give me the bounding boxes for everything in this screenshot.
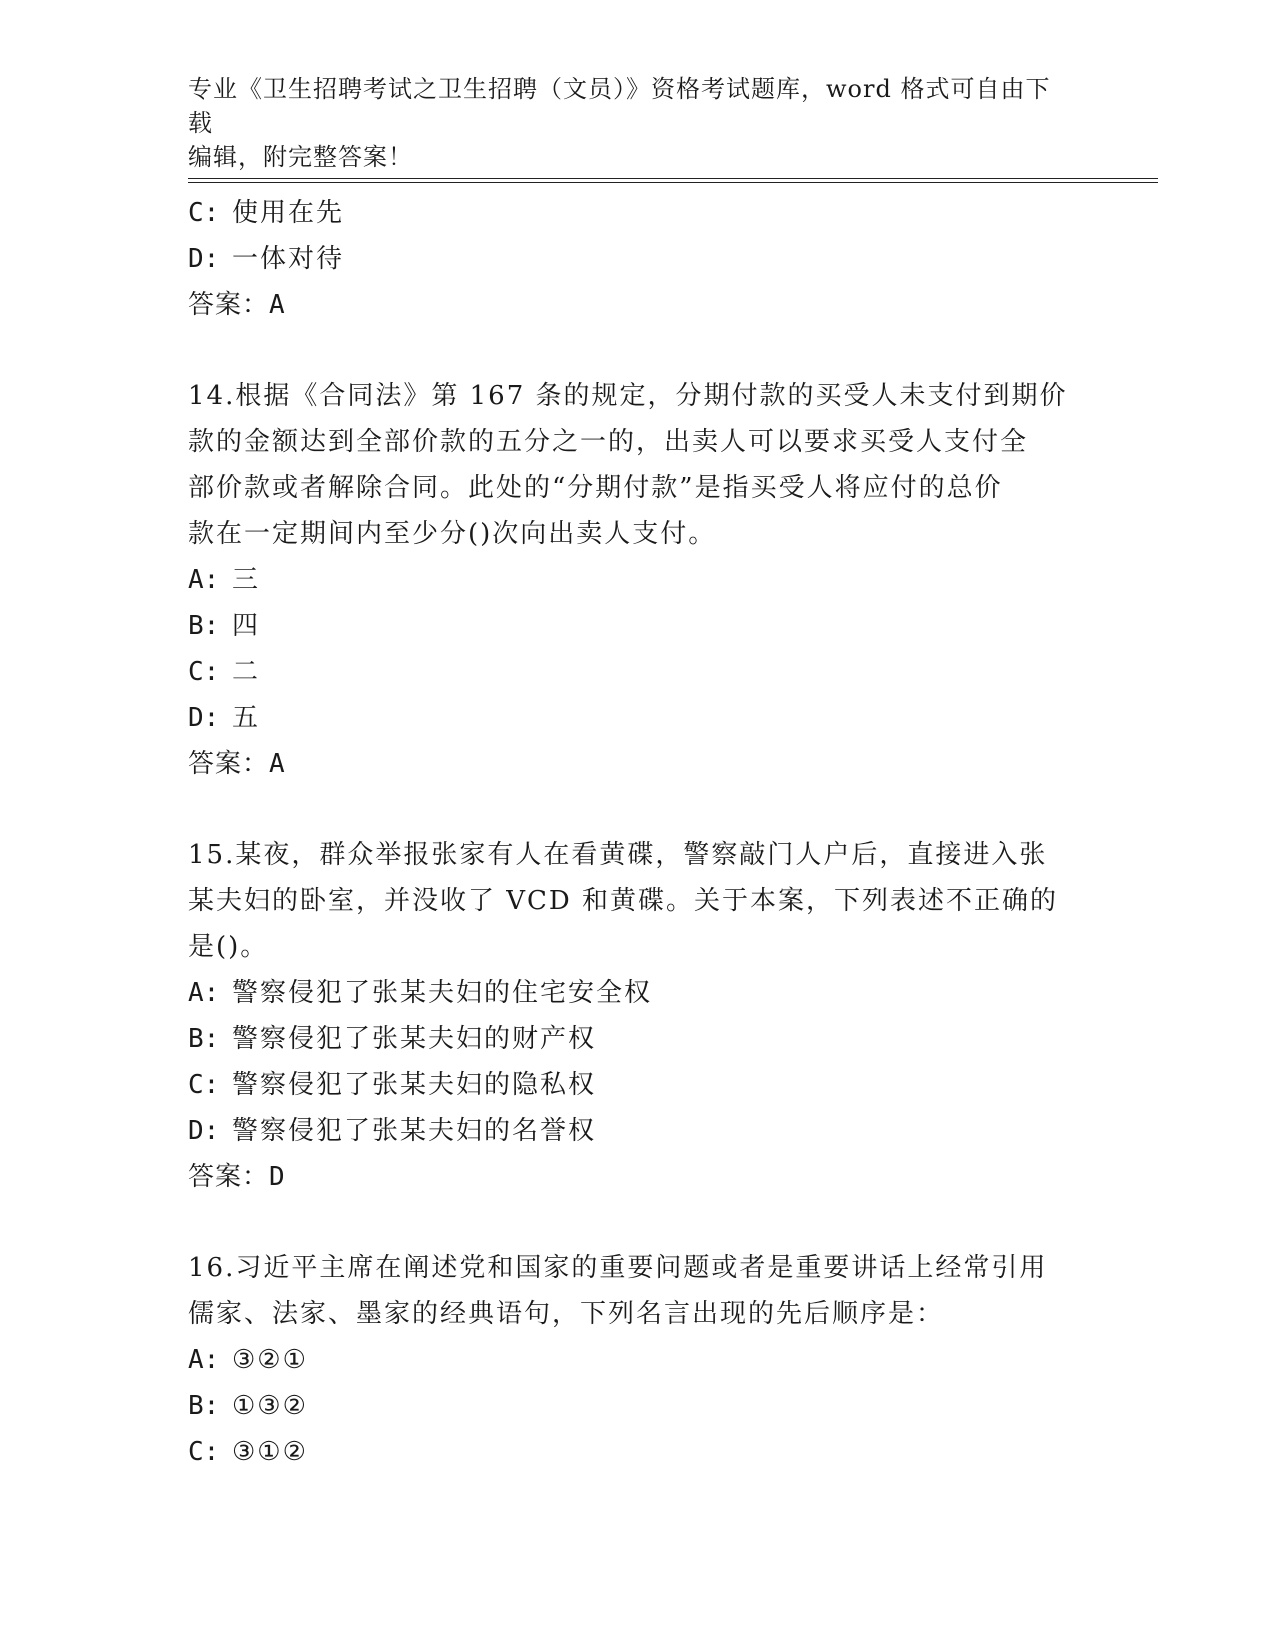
- answer-value: A: [269, 749, 286, 779]
- option-a: [188, 970, 1088, 1016]
- option-c: [188, 1062, 1088, 1108]
- question-text-line: 15.某夜，群众举报张家有人在看黄碟，警察敲门人户后，直接进入张: [188, 840, 1048, 870]
- question-14: [188, 373, 1088, 787]
- option-letter: A:: [188, 565, 220, 595]
- option-text: 二: [232, 657, 261, 687]
- option-letter: B:: [188, 611, 220, 641]
- option-letter: D:: [188, 1116, 220, 1146]
- answer-label: 答案：: [188, 749, 270, 779]
- question-16: [188, 1245, 1088, 1475]
- option-text: 五: [232, 703, 261, 733]
- option-letter: A:: [188, 978, 220, 1008]
- header-line-2: 编辑，附完整答案！: [188, 143, 413, 171]
- option-d: [188, 236, 1088, 282]
- option-text: ③①②: [232, 1437, 308, 1467]
- header-divider: [188, 178, 1158, 183]
- option-letter: C:: [188, 198, 220, 228]
- option-text: 四: [232, 611, 261, 641]
- option-c: [188, 190, 1088, 236]
- answer-value: D: [269, 1162, 286, 1192]
- question-13-tail: [188, 190, 1088, 328]
- option-text: 警察侵犯了张某夫妇的住宅安全权: [232, 978, 653, 1008]
- option-a: [188, 1337, 1088, 1383]
- question-text-line: 某夫妇的卧室，并没收了 VCD 和黄碟。关于本案，下列表述不正确的: [188, 886, 1059, 916]
- option-c: [188, 649, 1088, 695]
- answer-line: [188, 741, 1088, 787]
- option-text: 使用在先: [232, 198, 345, 228]
- page-header: [188, 72, 1068, 174]
- answer-label: 答案：: [188, 290, 270, 320]
- option-letter: B:: [188, 1391, 220, 1421]
- option-text: ③②①: [232, 1345, 308, 1375]
- option-c: [188, 1429, 1088, 1475]
- option-d: [188, 1108, 1088, 1154]
- option-text: ①③②: [232, 1391, 308, 1421]
- option-text: 三: [232, 565, 261, 595]
- option-letter: C:: [188, 657, 220, 687]
- option-d: [188, 695, 1088, 741]
- answer-label: 答案：: [188, 1162, 270, 1192]
- option-text: 一体对待: [232, 244, 345, 274]
- answer-line: [188, 1154, 1088, 1200]
- option-b: [188, 1016, 1088, 1062]
- question-text-line: 14.根据《合同法》第 167 条的规定，分期付款的买受人未支付到期价: [188, 381, 1068, 411]
- question-text-line: 款在一定期间内至少分()次向出卖人支付。: [188, 519, 717, 549]
- option-letter: D:: [188, 703, 220, 733]
- question-list: [188, 190, 1088, 1475]
- question-text-line: 16.习近平主席在阐述党和国家的重要问题或者是重要讲话上经常引用: [188, 1253, 1048, 1283]
- question-text-line: 是()。: [188, 932, 269, 962]
- question-15: [188, 832, 1088, 1200]
- question-text-line: 部价款或者解除合同。此处的“分期付款”是指买受人将应付的总价: [188, 473, 1003, 503]
- option-letter: C:: [188, 1437, 220, 1467]
- option-letter: C:: [188, 1070, 220, 1100]
- option-a: [188, 557, 1088, 603]
- option-letter: B:: [188, 1024, 220, 1054]
- answer-line: [188, 282, 1088, 328]
- option-text: 警察侵犯了张某夫妇的财产权: [232, 1024, 597, 1054]
- option-letter: A:: [188, 1345, 220, 1375]
- option-b: [188, 603, 1088, 649]
- option-b: [188, 1383, 1088, 1429]
- option-text: 警察侵犯了张某夫妇的名誉权: [232, 1116, 597, 1146]
- header-line-1: 专业《卫生招聘考试之卫生招聘（文员）》资格考试题库，word 格式可自由下载: [188, 75, 1051, 137]
- question-text-line: 儒家、法家、墨家的经典语句，下列名言出现的先后顺序是：: [188, 1299, 945, 1329]
- option-letter: D:: [188, 244, 220, 274]
- question-text-line: 款的金额达到全部价款的五分之一的，出卖人可以要求买受人支付全: [188, 427, 1029, 457]
- answer-value: A: [269, 290, 286, 320]
- option-text: 警察侵犯了张某夫妇的隐私权: [232, 1070, 597, 1100]
